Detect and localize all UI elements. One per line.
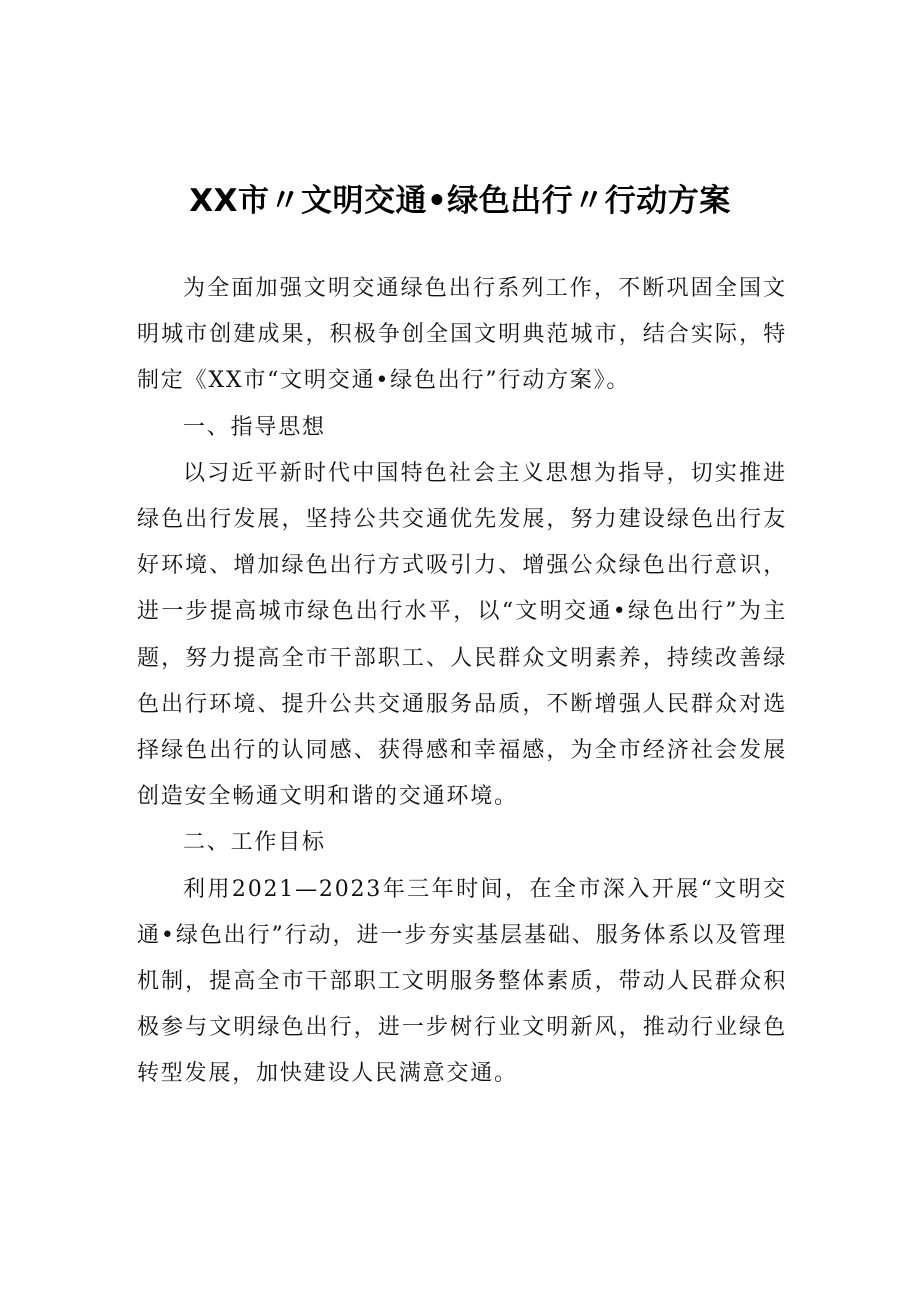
- intro-paragraph: 为全面加强文明交通绿色出行系列工作，不断巩固全国文明城市创建成果，积极争创全国文明典范城市，结合实际，特制定《XX市“文明交通•绿色出行”行动方案》。: [137, 276, 787, 394]
- document-body: [137, 266, 787, 1098]
- section-body-guiding-ideology: 以习近平新时代中国特色社会主义思想为指导，切实推进绿色出行发展，坚持公共交通优先发展，努力建设绿色出行友好环境、增加绿色出行方式吸引力、增强公众绿色出行意识，进一步提高城市绿色出行水平，以“文明交通•绿色出行”为主题，努力提高全市干部职工、人民群众文明素养，持续改善绿色出行环境、提升公共交通服务品质，不断增强人民群众对选择绿色出行的认同感、获得感和幸福感，为全市经济社会发展创造安全畅通文明和谐的交通环境。: [137, 460, 787, 810]
- section-heading-guiding-ideology: 一、指导思想: [183, 414, 326, 440]
- section-heading-work-goals: 二、工作目标: [183, 830, 326, 856]
- document-title: XX市〃文明交通•绿色出行〃行动方案: [189, 183, 731, 219]
- section-body-work-goals: 利用2021—2023年三年时间，在全市深入开展“文明交通•绿色出行”行动，进一步夯实基层基础、服务体系以及管理机制，提高全市干部职工文明服务整体素质，带动人民群众积极参与文明绿色出行，进一步树行业文明新风，推动行业绿色转型发展，加快建设人民满意交通。: [137, 876, 787, 1087]
